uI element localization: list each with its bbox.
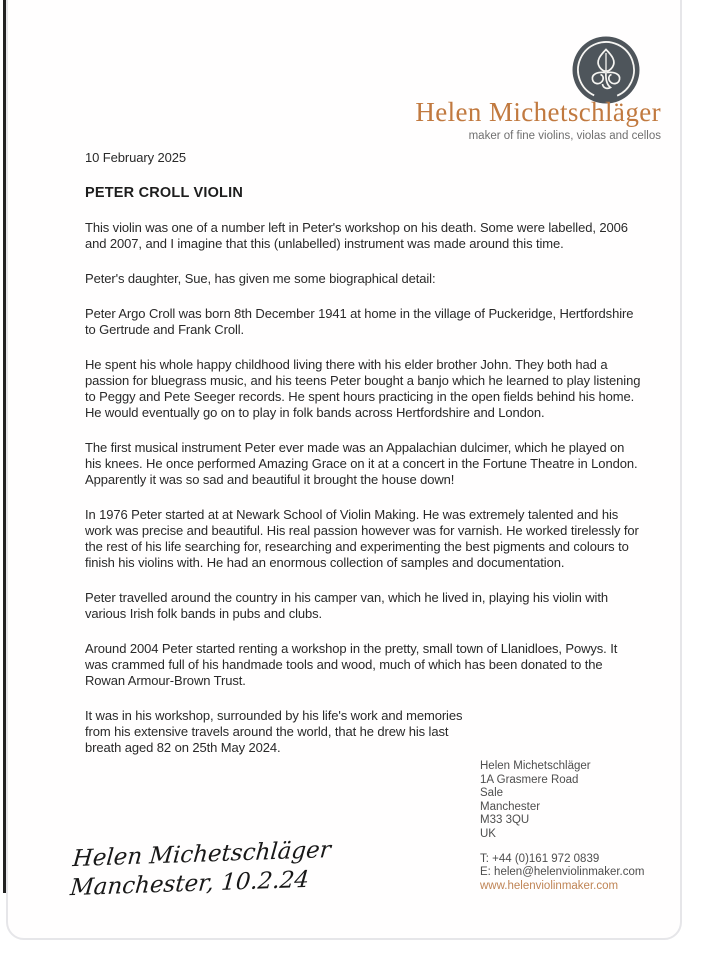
sender-address-block: [480, 760, 644, 893]
sender-website: www.helenviolinmaker.com: [480, 879, 619, 892]
paragraph: Peter travelled around the country in his camper van, which he lived in, playing his violin with various Irish folk bands in pubs and clubs.: [85, 590, 608, 621]
sender-town: Sale: [480, 787, 504, 800]
letter-date: 10 February 2025: [85, 150, 187, 165]
paragraph: This violin was one of a number left in Peter's workshop on his death. Some were labelled, 2006 and 2007, and I imagine that this (unlabelled) instrument was made around this time.: [85, 220, 628, 251]
paragraph: The first musical instrument Peter ever made was an Appalachian dulcimer, which he played on his knees. He once performed Amazing Grace on it at a concert in the Fortune Theatre in London. Apparently it was so sad and beautiful it brought the house down!: [85, 440, 638, 487]
brand-name: Helen Michetschläger: [415, 97, 661, 127]
sender-email: E: helen@helenviolinmaker.com: [480, 866, 645, 879]
sender-country: UK: [480, 827, 496, 840]
signature-name: Helen Michetschläger: [71, 836, 332, 873]
letter-body: [85, 150, 643, 775]
signature-place-date: Manchester, 10.2.24: [69, 866, 311, 902]
paragraph: In 1976 Peter started at at Newark School of Violin Making. He was extremely talented and his work was precise and beautiful. His real passion however was for varnish. He worked tirelessly for the rest of his life searching for, researching and experimenting the best pigments and colours to finish his violins with. He had an enormous collection of samples and documentation.: [85, 507, 639, 570]
closing-paragraph: It was in his workshop, surrounded by his life's work and memories from his extensive travels around the world, that he drew his last breath aged 82 on 25th May 2024.: [85, 708, 463, 755]
paragraph: Peter Argo Croll was born 8th December 1941 at home in the village of Puckeridge, Hertfordshire to Gertrude and Frank Croll.: [85, 306, 634, 337]
sender-street: 1A Grasmere Road: [480, 773, 579, 786]
maker-logo-tree-icon: [572, 36, 640, 104]
paragraph: Around 2004 Peter started renting a workshop in the pretty, small town of Llanidloes, Powys. It was crammed full of his handmade tools and wood, much of which has been donated to the Rowan Armour-Brown Trust.: [85, 641, 618, 688]
sender-city: Manchester: [480, 800, 541, 813]
paragraph: He spent his whole happy childhood living there with his elder brother John. They both had a passion for bluegrass music, and his teens Peter bought a banjo which he learned to play listening to Peggy and Pete Seeger records. He spent hours practicing in the open fields behind his home. He would eventually go on to play in folk bands across Hertfordshire and London.: [85, 357, 641, 420]
sender-name: Helen Michetschläger: [480, 760, 591, 772]
scan-edge-artifact: [3, 0, 6, 893]
sender-postcode: M33 3QU: [480, 814, 530, 827]
paragraph: Peter's daughter, Sue, has given me some biographical detail:: [85, 271, 436, 286]
brand-tagline: maker of fine violins, violas and cellos: [468, 130, 661, 142]
sender-contact: [480, 853, 644, 894]
handwritten-signature: [69, 836, 332, 903]
letter-title: PETER CROLL VIOLIN: [85, 185, 244, 201]
sender-phone: T: +44 (0)161 972 0839: [480, 852, 600, 865]
